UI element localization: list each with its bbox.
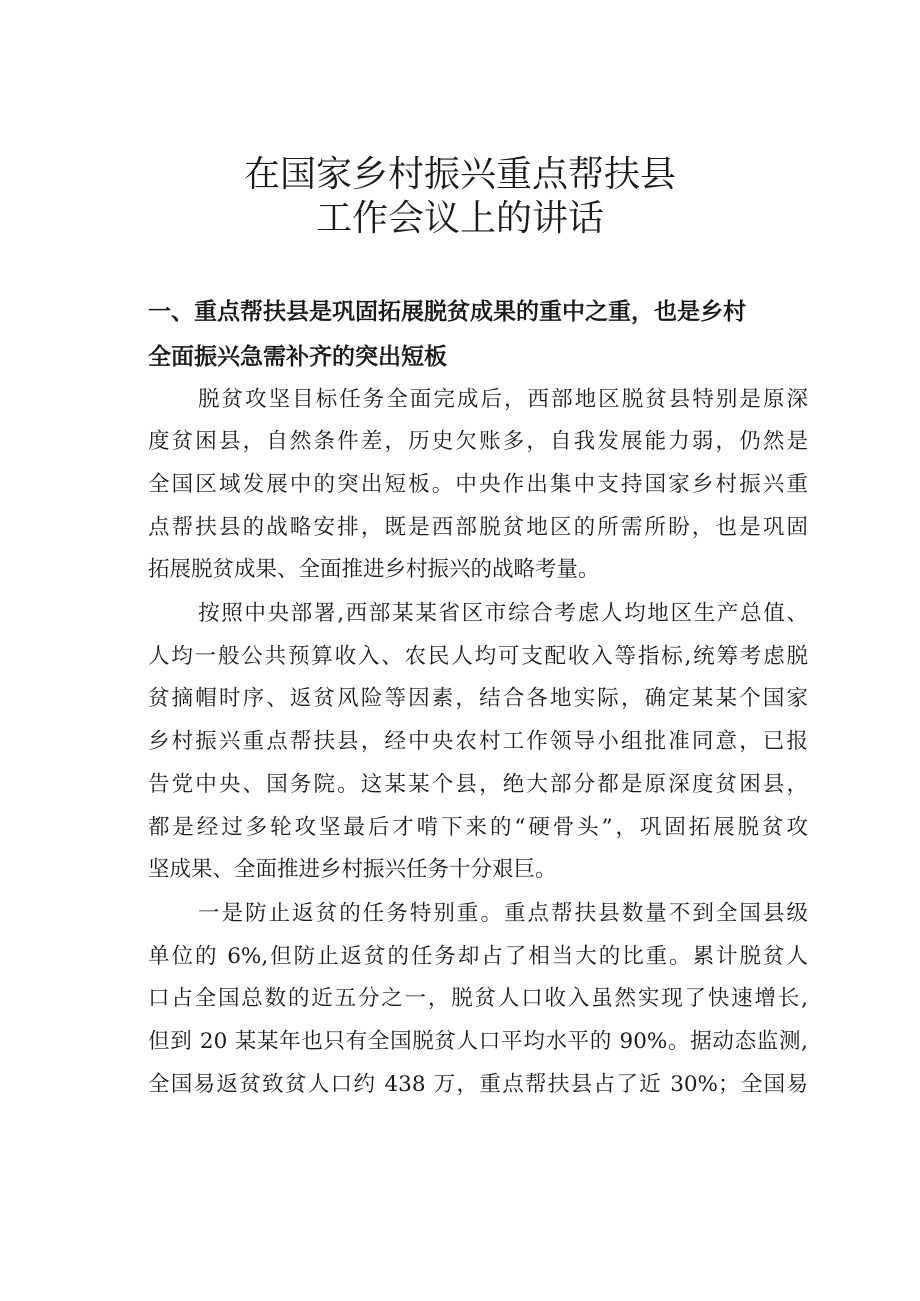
paragraph-line: 告党中央、国务院。这某某个县，绝大部分都是原深度贫困县，: [148, 772, 808, 797]
document-title-line-2: 工作会议上的讲话: [315, 198, 604, 239]
section-heading-line-2: 全面振兴急需补齐的突出短板: [148, 344, 447, 370]
paragraph-line: 按照中央部署,西部某某省区市综合考虑人均地区生产总值、: [198, 601, 808, 626]
paragraph-line: 度贫困县，自然条件差，历史欠账多，自我发展能力弱，仍然是: [148, 429, 808, 454]
section-heading-line-1: 一、重点帮扶县是巩固拓展脱贫成果的重中之重，也是乡村: [148, 299, 746, 325]
paragraph-line: 一是防止返贫的任务特别重。重点帮扶县数量不到全国县级: [198, 901, 808, 926]
paragraph-line: 都是经过多轮攻坚最后才啃下来的“硬骨头”，巩固拓展脱贫攻: [148, 815, 808, 840]
paragraph-line: 单位的 6%,但防止返贫的任务却占了相当大的比重。累计脱贫人: [148, 944, 808, 969]
paragraph-line: 贫摘帽时序、返贫风险等因素，结合各地实际，确定某某个国家: [148, 686, 808, 711]
paragraph-line: 全国易返贫致贫人口约 438 万，重点帮扶县占了近 30%；全国易: [148, 1072, 808, 1097]
paragraph-line: 乡村振兴重点帮扶县，经中央农村工作领导小组批准同意，已报: [148, 729, 808, 754]
paragraph-line: 但到 20 某某年也只有全国脱贫人口平均水平的 90%。据动态监测,: [148, 1029, 808, 1054]
paragraph-line: 口占全国总数的近五分之一，脱贫人口收入虽然实现了快速增长,: [148, 986, 808, 1011]
paragraph-line: 脱贫攻坚目标任务全面完成后，西部地区脱贫县特别是原深: [198, 387, 808, 412]
paragraph-line: 点帮扶县的战略安排，既是西部脱贫地区的所需所盼，也是巩固: [148, 515, 808, 540]
paragraph-line: 人均一般公共预算收入、农民人均可支配收入等指标,统筹考虑脱: [148, 644, 808, 669]
document-title-line-1: 在国家乡村振兴重点帮扶县: [243, 154, 676, 195]
paragraph-line: 全国区域发展中的突出短板。中央作出集中支持国家乡村振兴重: [148, 472, 808, 497]
paragraph-line: 坚成果、全面推进乡村振兴任务十分艰巨。: [148, 857, 557, 882]
paragraph-line: 拓展脱贫成果、全面推进乡村振兴的战略考量。: [148, 557, 600, 582]
